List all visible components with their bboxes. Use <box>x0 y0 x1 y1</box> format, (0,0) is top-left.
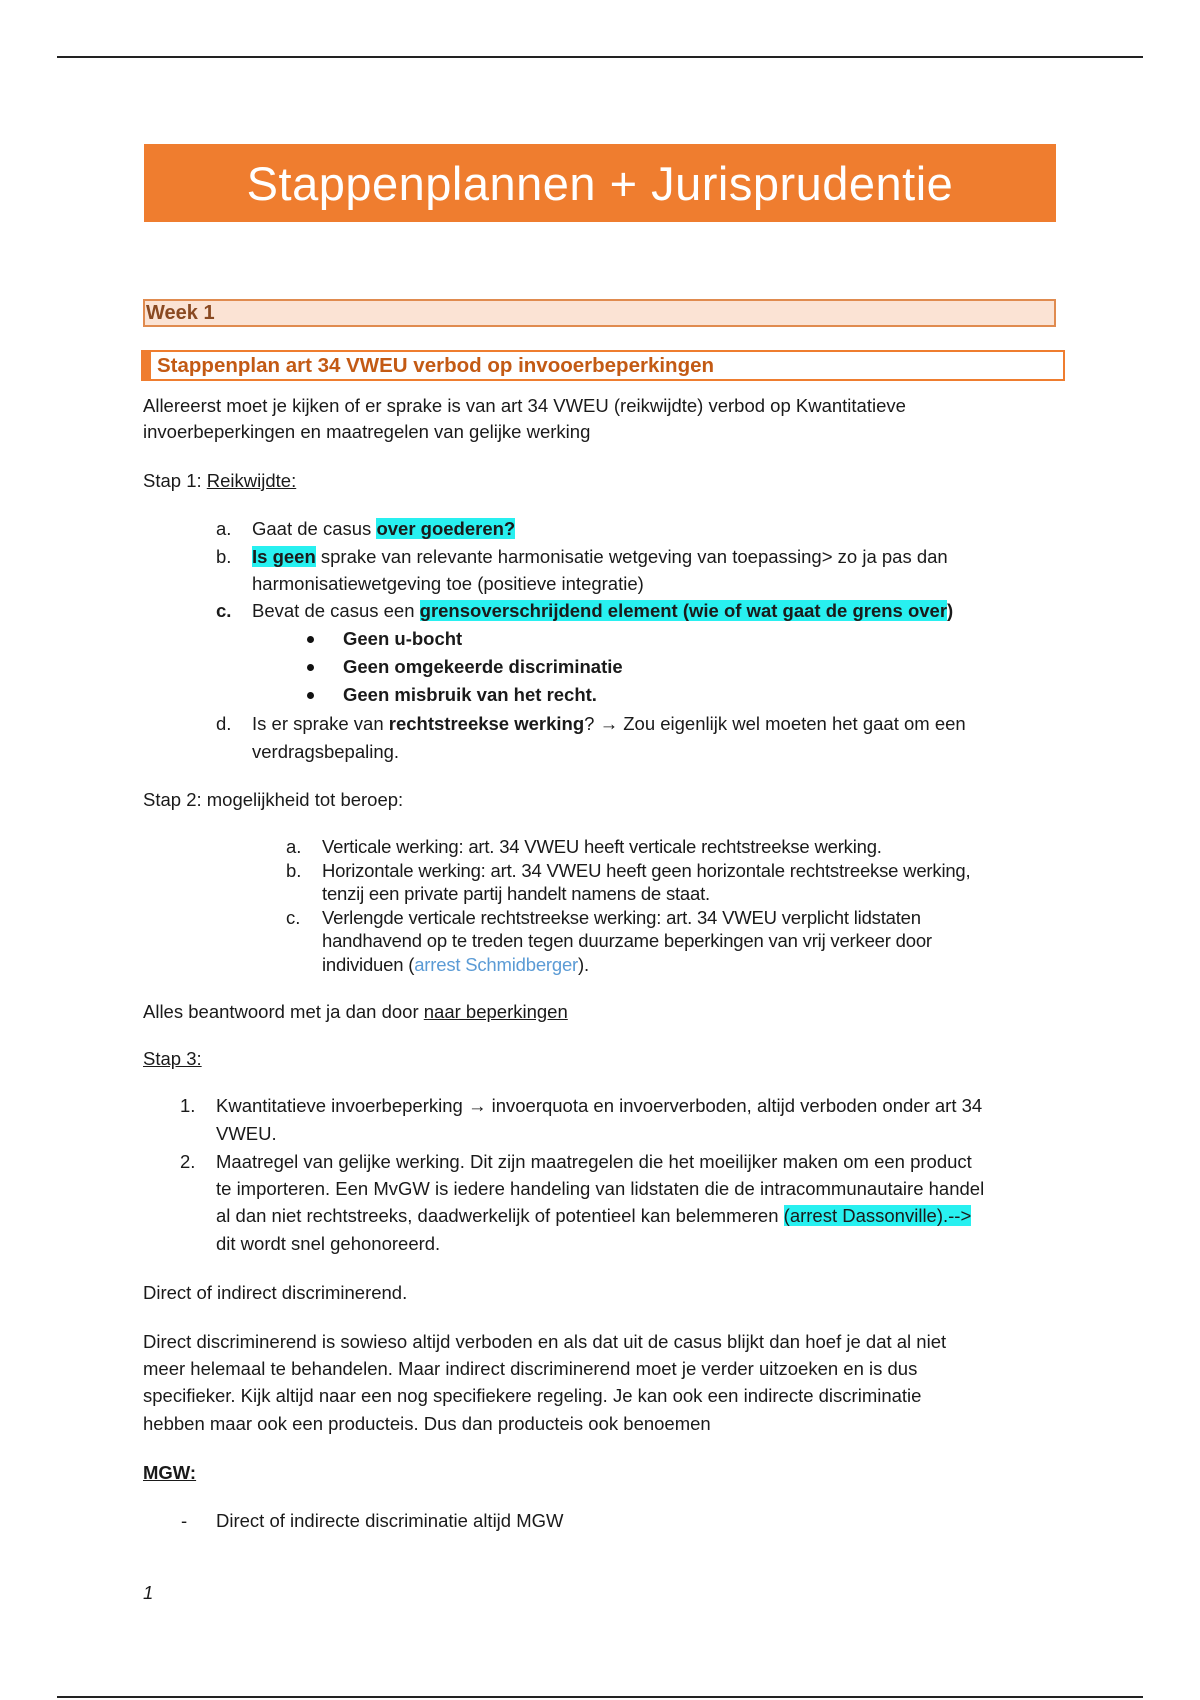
section-heading-box <box>141 350 1065 381</box>
direct-heading: Direct of indirect discriminerend. <box>143 1282 408 1303</box>
stap3-heading: Stap 3: <box>143 1048 202 1069</box>
header-rule <box>57 56 1143 58</box>
stap2-a-marker: a. <box>286 836 302 857</box>
stap1-c-pre: Bevat de casus een <box>252 600 420 621</box>
stap1-a-marker: a. <box>216 518 232 539</box>
stap1-c-marker: c. <box>216 600 232 621</box>
stap1-d-post: ? → Zou eigenlijk wel moeten het gaat om een <box>584 713 966 734</box>
paragraph-line-4: hebben maar ook een producteis. Dus dan producteis ook benoemen <box>143 1413 711 1434</box>
stap1-a-highlight: over goederen? <box>376 518 516 539</box>
stap1-label: Reikwijdte: <box>206 470 297 491</box>
stap3-item2-line2: te importeren. Een MvGW is iedere handeling van lidstaten die de intracommunautaire handel <box>216 1178 985 1199</box>
stap1-b-marker: b. <box>216 546 232 567</box>
mgw-item: Direct of indirecte discriminatie altijd MGW <box>216 1510 564 1531</box>
alles-pre: Alles beantwoord met ja dan door <box>143 1001 424 1022</box>
paragraph-line-1: Direct discriminerend is sowieso altijd verboden en als dat uit de casus blijkt dan hoef je dat al niet <box>143 1331 947 1352</box>
stap1-a-text <box>252 516 515 542</box>
bullet-item: Geen omgekeerde discriminatie <box>343 656 623 677</box>
stap1-b-post: sprake van relevante harmonisatie wetgeving van toepassing> zo ja pas dan <box>315 546 948 567</box>
bullet-item: Geen u-bocht <box>343 628 463 649</box>
stap2-a-text: Verticale werking: art. 34 VWEU heeft verticale rechtstreekse werking. <box>322 836 882 857</box>
stap3-item2-line3 <box>216 1203 971 1229</box>
bullet-dot <box>307 636 314 643</box>
stap1-c-highlight: grensoverschrijdend element (wie of wat gaat de grens over <box>419 600 948 621</box>
mgw-dash-marker: - <box>181 1510 188 1531</box>
stap1-a-pre: Gaat de casus <box>252 518 377 539</box>
intro-line-1: Allereerst moet je kijken of er sprake is van art 34 VWEU (reikwijdte) verbod op Kwantitatieve <box>143 395 906 416</box>
document-title: Stappenplannen + Jurisprudentie <box>246 156 954 210</box>
week-heading: Week 1 <box>146 301 215 324</box>
stap3-item2-line3-pre: al dan niet rechtstreeks, daadwerkelijk of potentieel kan belemmeren <box>216 1205 784 1226</box>
stap1-d-text <box>252 711 966 737</box>
mgw-heading: MGW: <box>143 1462 197 1483</box>
stap2-b-line2: tenzij een private partij handelt namens de staat. <box>322 883 710 904</box>
stap1-d-bold: rechtstreekse werking <box>388 713 585 734</box>
bullet-item: Geen misbruik van het recht. <box>343 684 597 705</box>
stap1-d-line2: verdragsbepaling. <box>252 741 400 762</box>
stap3-item2-line1: Maatregel van gelijke werking. Dit zijn maatregelen die het moeilijker maken om een product <box>216 1151 972 1172</box>
stap2-c-line3-pre: individuen ( <box>322 954 415 975</box>
stap1-prefix: Stap 1: <box>143 470 207 491</box>
stap3-item2-line4: dit wordt snel gehonoreerd. <box>216 1233 441 1254</box>
stap1-c-post: ) <box>947 600 954 621</box>
stap2-c-line3-post: ). <box>578 954 589 975</box>
stap2-b-line1: Horizontale werking: art. 34 VWEU heeft geen horizontale rechtstreekse werking, <box>322 860 971 881</box>
stap1-heading <box>143 468 296 494</box>
alles-underlined: naar beperkingen <box>423 1001 568 1022</box>
stap1-c-text <box>252 598 953 624</box>
stap1-d-marker: d. <box>216 713 232 734</box>
paragraph-line-3: specifieker. Kijk altijd naar een nog specifiekere regeling. Je kan ook een indirecte discriminatie <box>143 1385 922 1406</box>
document-title-banner <box>144 144 1056 222</box>
stap3-item1-line2: VWEU. <box>216 1123 277 1144</box>
footer-rule <box>57 1696 1143 1698</box>
stap3-item1-line1: Kwantitatieve invoerbeperking → invoerquota en invoerverboden, altijd verboden onder art 34 <box>216 1095 983 1116</box>
intro-line-2: invoerbeperkingen en maatregelen van gelijke werking <box>143 421 591 442</box>
bullet-dot <box>307 664 314 671</box>
stap3-item2-marker: 2. <box>180 1151 196 1172</box>
arrest-dassonville-highlight: (arrest Dassonville).--> <box>783 1205 972 1226</box>
stap1-d-pre: Is er sprake van <box>252 713 389 734</box>
stap1-b-highlight: Is geen <box>252 546 316 567</box>
stap2-c-line3 <box>322 953 589 976</box>
week-heading-box <box>143 299 1056 327</box>
stap2-c-line1: Verlengde verticale rechtstreekse werking: art. 34 VWEU verplicht lidstaten <box>322 907 921 928</box>
page-number: 1 <box>143 1582 154 1603</box>
arrest-schmidberger-link[interactable]: arrest Schmidberger <box>414 954 579 975</box>
stap2-c-line2: handhavend op te treden tegen duurzame beperkingen van vrij verkeer door <box>322 930 932 951</box>
stap1-b-line2: harmonisatiewetgeving toe (positieve integratie) <box>252 573 644 594</box>
paragraph-line-2: meer helemaal te behandelen. Maar indirect discriminerend moet je verder uitzoeken en is dus <box>143 1358 918 1379</box>
stap2-c-marker: c. <box>286 907 301 928</box>
stap3-item1-marker: 1. <box>180 1095 196 1116</box>
stap2-heading: Stap 2: mogelijkheid tot beroep: <box>143 789 404 810</box>
bullet-dot <box>307 692 314 699</box>
alles-line <box>143 999 568 1025</box>
stap2-b-marker: b. <box>286 860 302 881</box>
stap1-b-text <box>252 544 948 570</box>
section-heading: Stappenplan art 34 VWEU verbod op invooerbeperkingen <box>157 353 715 377</box>
